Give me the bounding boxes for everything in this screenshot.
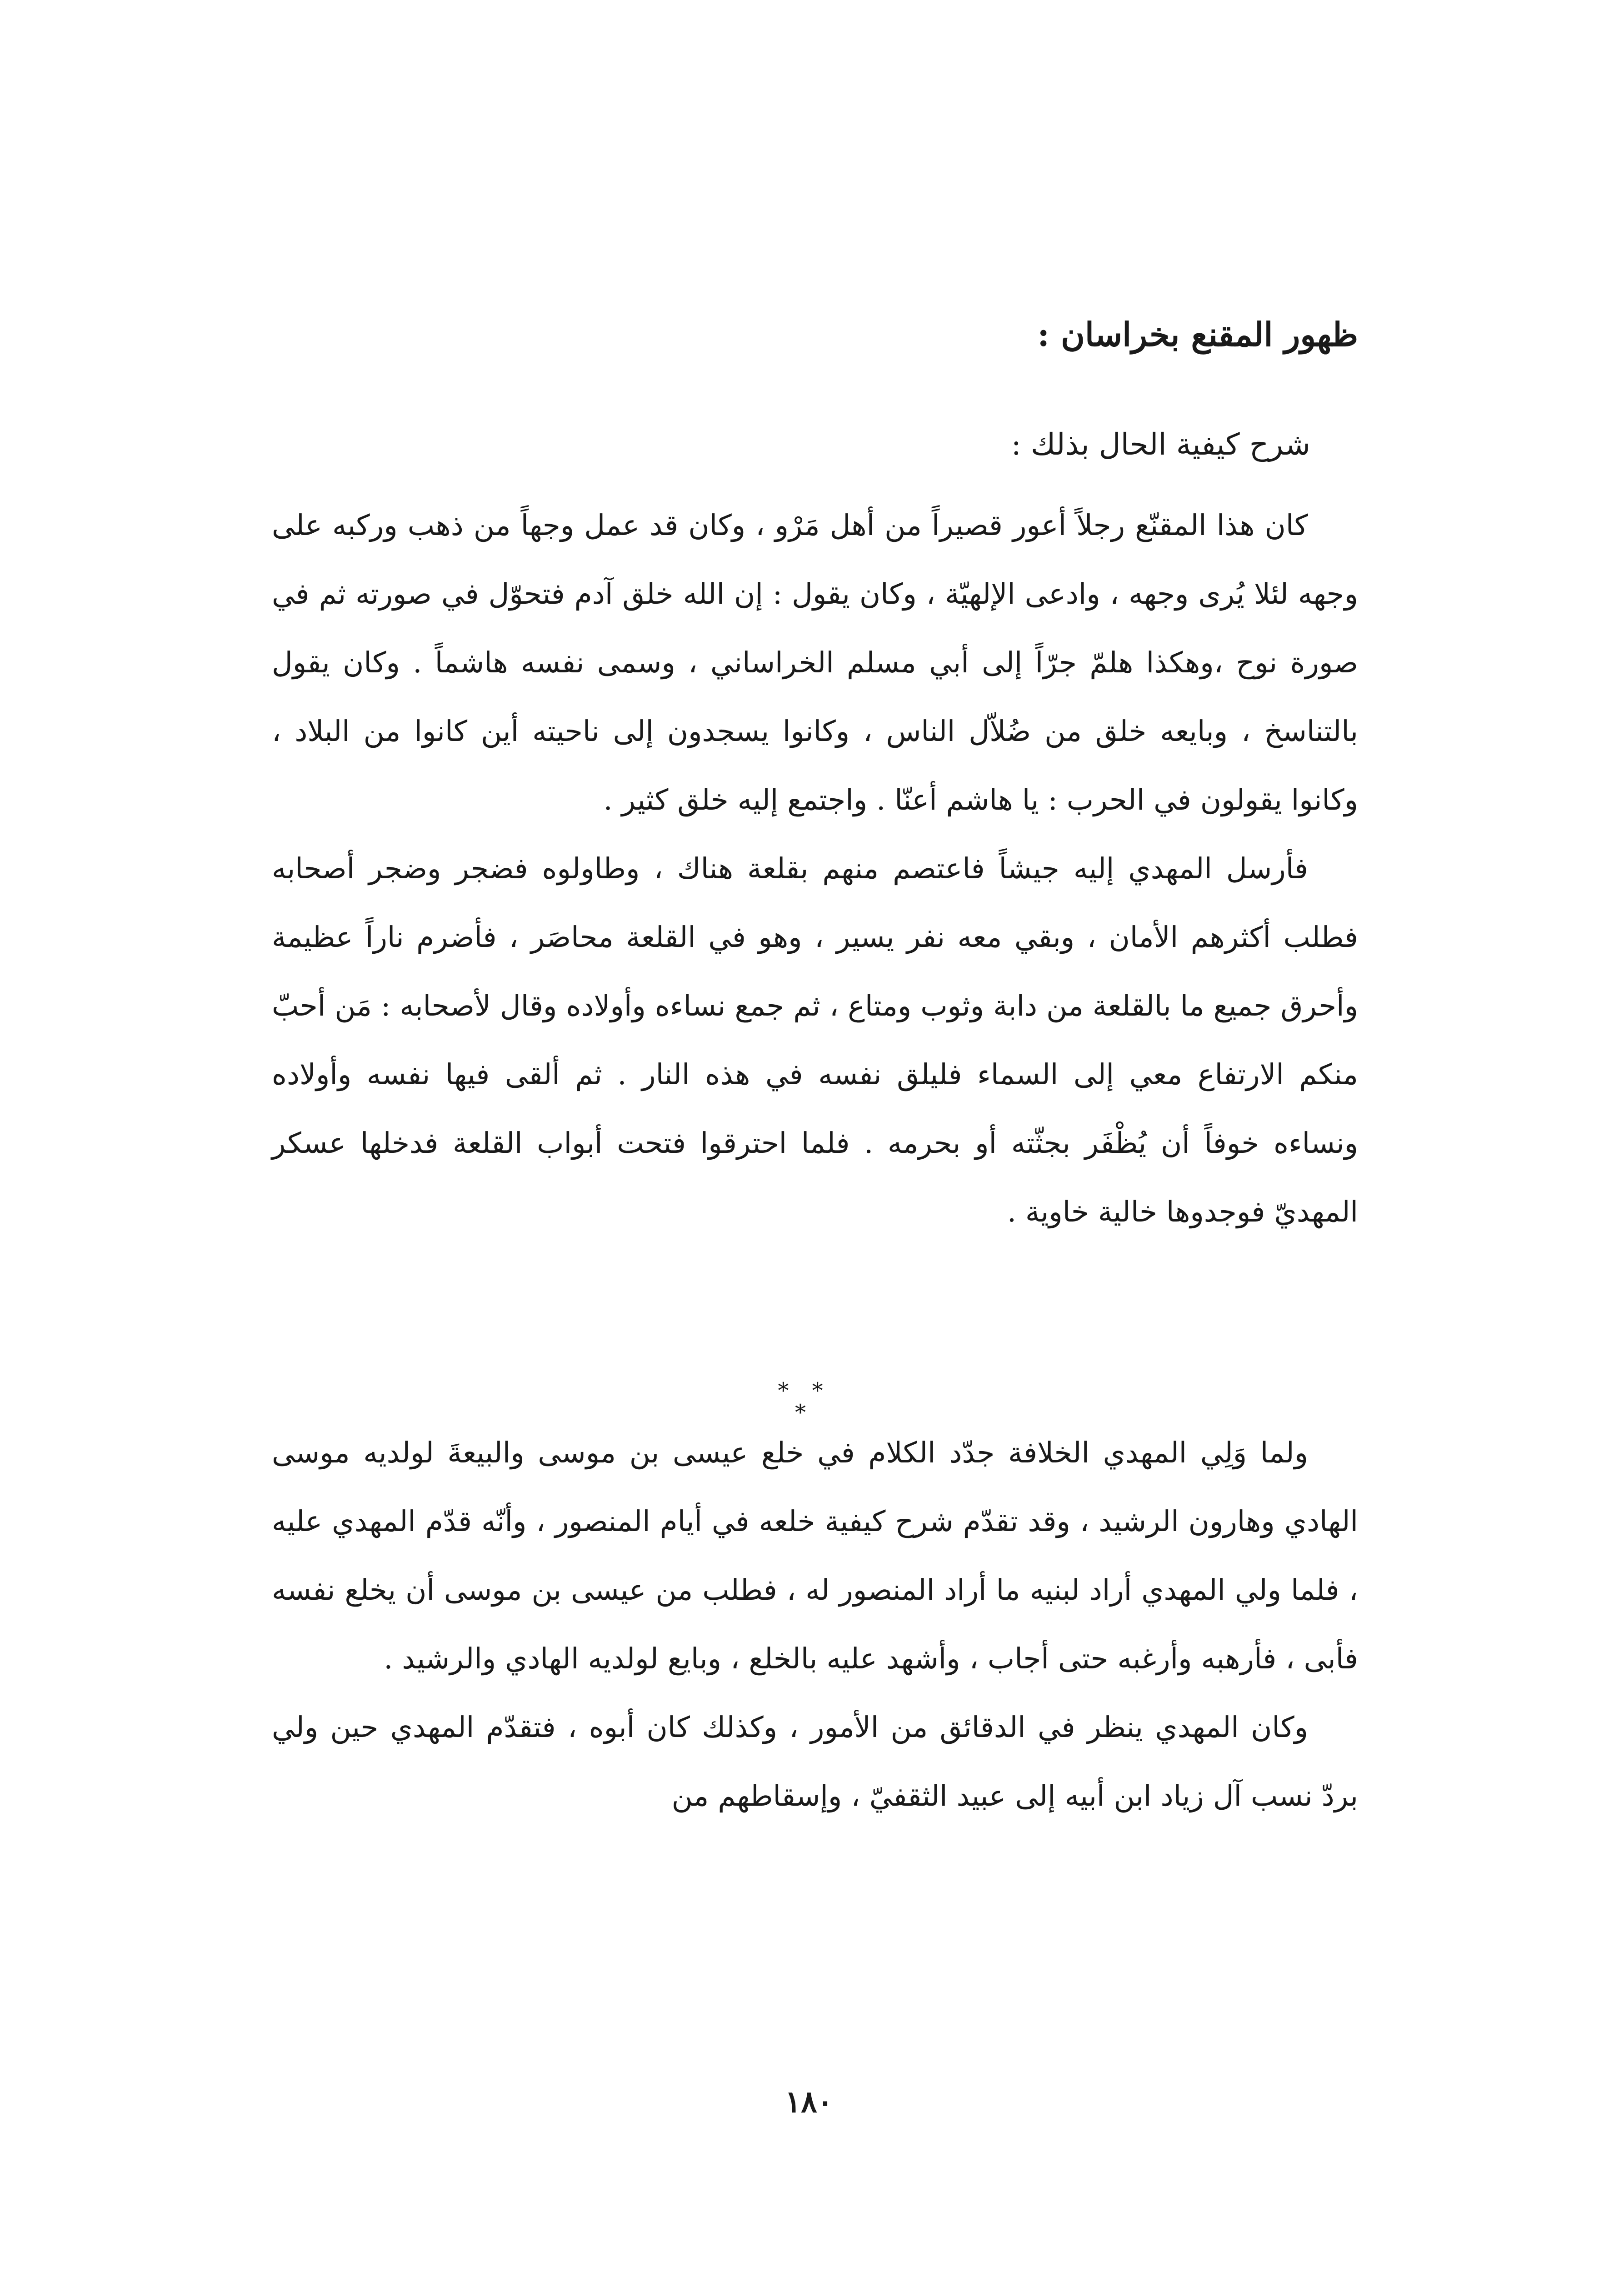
section-separator: * * * xyxy=(778,1378,831,1425)
section-body xyxy=(272,491,1358,1246)
paragraph: فأرسل المهدي إليه جيشاً فاعتصم منهم بقلعة هناك ، وطاولوه فضجر وضجر أصحابه فطلب أكثرهم الأمان ، وبقي معه نفر يسير ، وهو في القلعة محاصَر ، فأضرم ناراً عظيمة وأحرق جميع ما بالقلعة من دابة وثوب ومتاع ، ثم جمع نساءه وأولاده وقال لأصحابه : مَن أحبّ منكم الارتفاع معي إلى السماء فليلق نفسه في هذه النار . ثم ألقى فيها نفسه وأولاده ونساءه خوفاً أن يُظْفَر بجثّته أو بحرمه . فلما احترقوا فتحت أبواب القلعة فدخلها عسكر المهديّ فوجدوها خالية خاوية . xyxy=(272,852,1358,1228)
continuation-body xyxy=(272,1418,1358,1830)
paragraph: وكان المهدي ينظر في الدقائق من الأمور ، وكذلك كان أبوه ، فتقدّم المهدي حين ولي بردّ نسب آل زياد ابن أبيه إلى عبيد الثقفيّ ، وإسقاطهم من xyxy=(272,1711,1358,1812)
paragraph: كان هذا المقنّع رجلاً أعور قصيراً من أهل مَرْو ، وكان قد عمل وجهاً من ذهب وركبه على وجهه لئلا يُرى وجهه ، وادعى الإلهيّة ، وكان يقول : إن الله خلق آدم فتحوّل في صورته ثم في صورة نوح ،وهكذا هلمّ جرّاً إلى أبي مسلم الخراساني ، وسمى نفسه هاشماً . وكان يقول بالتناسخ ، وبايعه خلق من ضُلاّل الناس ، وكانوا يسجدون إلى ناحيته أين كانوا من البلاد ، وكانوا يقولون في الحرب : يا هاشم أعنّا . واجتمع إليه خلق كثير . xyxy=(272,509,1358,816)
paragraph: ولما وَلِي المهدي الخلافة جدّد الكلام في خلع عيسى بن موسى والبيعةَ لولديه موسى الهادي وهارون الرشيد ، وقد تقدّم شرح كيفية خلعه في أيام المنصور ، وأنّه قدّم المهدي عليه ، فلما ولي المهدي أراد لبنيه ما أراد المنصور له ، فطلب من عيسى بن موسى أن يخلع نفسه فأبى ، فأرهبه وأرغبه حتى أجاب ، وأشهد عليه بالخلع ، وبايع لولديه الهادي والرشيد . xyxy=(272,1436,1359,1675)
page-number: ١٨٠ xyxy=(785,2084,834,2119)
section-heading: ظهور المقنع بخراسان : xyxy=(1037,315,1358,354)
section-subheading: شرح كيفية الحال بذلك : xyxy=(1011,427,1310,462)
